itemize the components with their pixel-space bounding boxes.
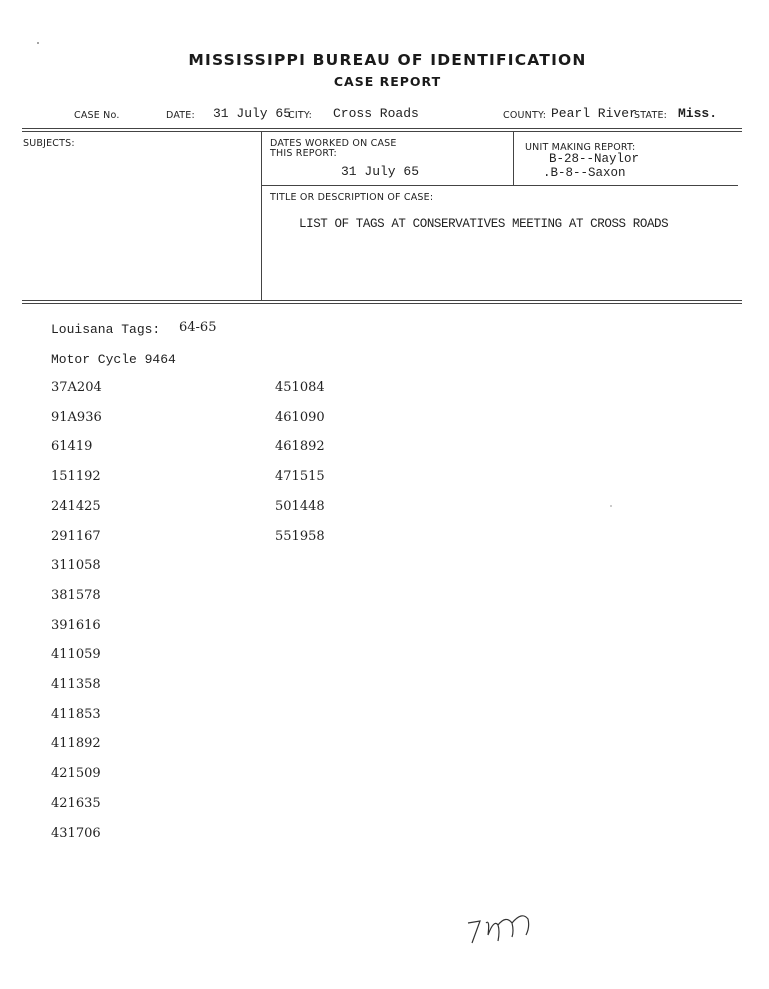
signature-initials — [462, 892, 542, 950]
county-value: Pearl River — [551, 106, 637, 121]
report-title: MISSISSIPPI BUREAU OF IDENTIFICATION — [188, 51, 587, 69]
title-description-value: LIST OF TAGS AT CONSERVATIVES MEETING AT CROSS ROADS — [299, 217, 669, 231]
tag-entry: 421635 — [51, 795, 101, 811]
unit-line-1: B-28--Naylor — [549, 152, 640, 166]
signature-text: 7PM — [462, 892, 495, 909]
rule-bottom-2 — [22, 303, 742, 304]
unit-label: UNIT MAKING REPORT: — [525, 142, 636, 153]
motorcycle-line: Motor Cycle 9464 — [51, 352, 176, 367]
tag-entry: 61419 — [51, 439, 93, 455]
louisiana-label: Louisana Tags: — [51, 322, 161, 337]
tag-entry: 411358 — [51, 677, 101, 692]
state-value: Miss. — [678, 106, 718, 121]
report-subtitle: CASE REPORT — [333, 74, 442, 89]
tag-entry: 151192 — [51, 469, 101, 485]
city-label: CITY: — [288, 110, 312, 121]
dates-worked-label — [270, 139, 397, 159]
rule-vertical-right — [513, 131, 514, 185]
tag-entry: 551958 — [275, 528, 325, 544]
city-value: Cross Roads — [333, 106, 419, 121]
tag-entry: 241425 — [51, 498, 101, 514]
tag-entry: 501448 — [275, 498, 325, 514]
tag-entry: 311058 — [51, 558, 101, 574]
case-no-label: CASE No. — [74, 110, 120, 121]
tag-entry: 451084 — [275, 380, 325, 395]
tag-entry: 381578 — [51, 587, 101, 603]
title-description-label: TITLE OR DESCRIPTION OF CASE: — [270, 192, 434, 203]
dates-worked-label-line2: THIS REPORT: — [270, 148, 337, 159]
rule-top-2 — [22, 131, 742, 132]
tag-entry: 411059 — [51, 647, 101, 663]
tag-entry: 421509 — [51, 766, 101, 782]
rule-top-1 — [22, 128, 742, 129]
tag-entry: 431706 — [51, 825, 101, 841]
unit-line-2: .B-8--Saxon — [543, 166, 626, 180]
state-label: STATE: — [634, 110, 668, 121]
tag-entry: 91A936 — [51, 409, 102, 425]
louisiana-value: 64-65 — [179, 320, 217, 335]
tag-entry: 471515 — [275, 469, 325, 485]
rule-mid — [261, 185, 738, 186]
speck — [37, 42, 39, 44]
dates-worked-value: 31 July 65 — [341, 164, 420, 179]
tag-entry: 37A204 — [51, 380, 102, 395]
tag-entry: 461090 — [275, 409, 325, 425]
subjects-label: SUBJECTS: — [23, 138, 75, 149]
tag-entry: 391616 — [51, 617, 101, 633]
dates-worked-label-line1: DATES WORKED ON CASE — [270, 138, 397, 149]
date-value: 31 July 65 — [213, 106, 292, 121]
tag-entry: 461892 — [275, 439, 325, 455]
county-label: COUNTY: — [503, 110, 547, 121]
date-label: DATE: — [166, 110, 195, 121]
tag-entry: 411892 — [51, 736, 101, 752]
tag-entry: 411853 — [51, 706, 101, 722]
rule-bottom-1 — [22, 300, 742, 301]
tag-entry: 291167 — [51, 528, 101, 544]
rule-vertical-left — [261, 131, 262, 301]
speck — [610, 505, 612, 507]
